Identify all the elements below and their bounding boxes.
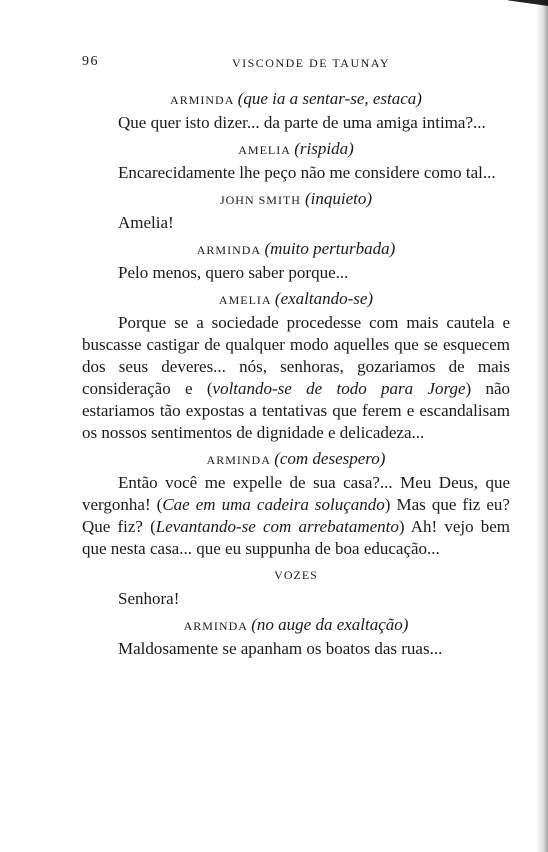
stage-direction: (com desespero) (274, 449, 386, 468)
inline-stage-direction: Levantando-se com arrebatamento (155, 517, 399, 536)
speech-text: Encarecidamente lhe peço não me considere como tal... (118, 163, 496, 182)
stage-direction: (que ia a sentar-se, estaca) (237, 89, 422, 108)
inline-stage-direction: voltando-se de todo para Jorge (212, 379, 466, 398)
speech-text: Senhora! (118, 589, 180, 608)
speaker-name: AMELIA (218, 293, 271, 307)
stage-direction: (inquieto) (304, 189, 373, 208)
speaker-heading (82, 136, 510, 162)
speech-paragraph (82, 638, 510, 660)
speech-paragraph (82, 472, 510, 560)
speaker-heading (82, 236, 510, 262)
speaker-heading (82, 612, 510, 638)
stage-direction: (no auge da exaltação) (251, 615, 409, 634)
speaker-name: VOZES (274, 568, 318, 582)
speech-text: ) não estariamos tão expostas a tentativas que ferem e escandalisam os nossos sentimentos de dignidade e delicadeza... (82, 379, 510, 442)
speaker-heading (82, 446, 510, 472)
speech-text: Porque se a sociedade procedesse com mais cautela e buscasse castigar de qualquer modo aquelles que se esquecem dos seus deveres... nós, senhoras, gozariamos de mais consideração e ( (82, 313, 510, 398)
speech-text: Pelo menos, quero saber porque... (118, 263, 349, 282)
speaker-name: ARMINDA (206, 453, 271, 467)
speech-paragraph (82, 112, 510, 134)
speech-text: Amelia! (118, 213, 174, 232)
speaker-heading (82, 86, 510, 112)
inline-stage-direction: Cae em uma cadeira soluçando (162, 495, 385, 514)
speech-text: Então você me expelle de sua casa?... Meu Deus, que vergonha! ( (82, 473, 510, 514)
speaker-heading (82, 286, 510, 312)
speaker-heading (82, 562, 510, 588)
speaker-name: ARMINDA (170, 93, 234, 107)
stage-direction: (exaltando-se) (274, 289, 374, 308)
play-text (82, 86, 510, 662)
speaker-name: AMELIA (238, 143, 291, 157)
page-number: 96 (82, 54, 99, 69)
speaker-name: ARMINDA (183, 619, 248, 633)
speech-text: Maldosamente se apanham os boatos das ruas... (118, 639, 443, 658)
speech-paragraph (82, 212, 510, 234)
speaker-heading (82, 186, 510, 212)
stage-direction: (muito perturbada) (264, 239, 396, 258)
page-binding-shadow (536, 0, 548, 852)
page-header (82, 54, 510, 72)
speech-paragraph (82, 162, 510, 184)
speaker-name: ARMINDA (196, 243, 261, 257)
speech-text: ) Mas que fiz eu? Que fiz? ( (82, 495, 510, 536)
running-title: VISCONDE DE TAUNAY (231, 56, 391, 70)
speech-paragraph (82, 588, 510, 610)
speech-paragraph (82, 262, 510, 284)
speech-paragraph (82, 312, 510, 444)
stage-direction: (rispida) (294, 139, 354, 158)
speaker-name: JOHN SMITH (219, 193, 301, 207)
speech-text: Que quer isto dizer... da parte de uma amiga intima?... (118, 113, 486, 132)
speech-text: ) Ah! vejo bem que nesta casa... que eu suppunha de boa educação... (82, 517, 511, 558)
